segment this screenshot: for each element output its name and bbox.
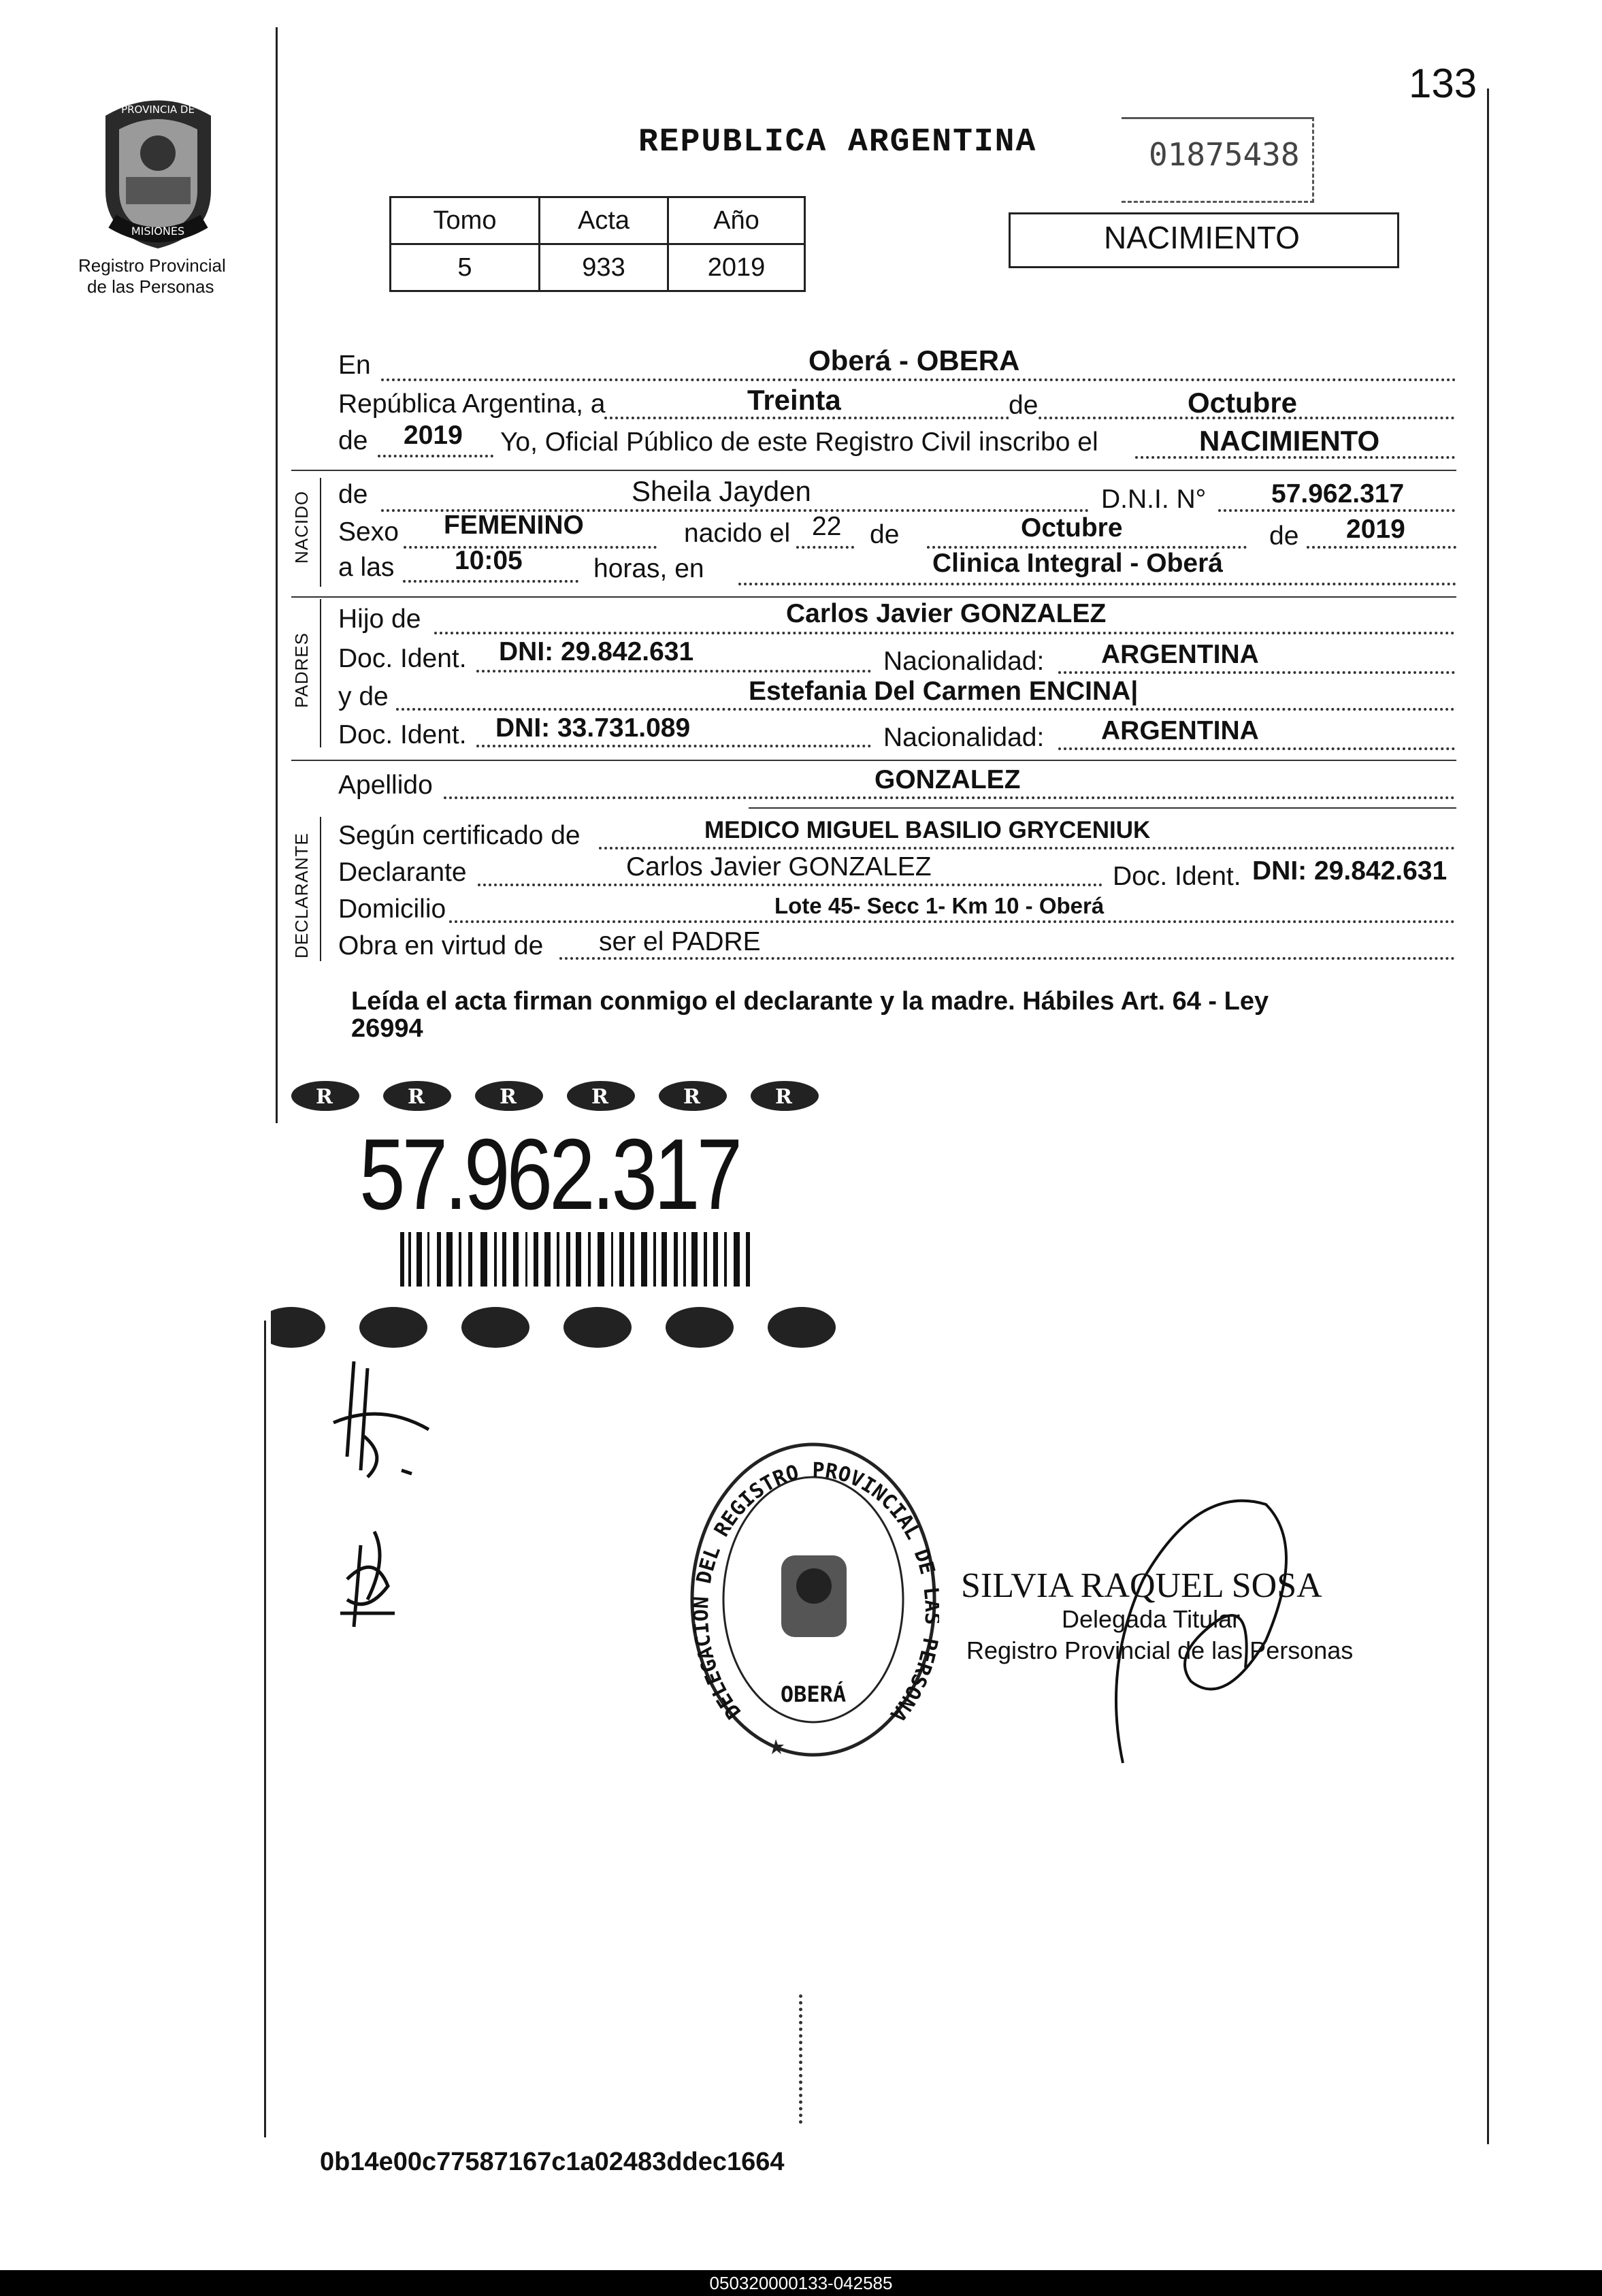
- apellido-value: GONZALEZ: [874, 765, 1021, 794]
- crest-icon: [85, 88, 231, 252]
- declarant-signature: [327, 1355, 463, 1640]
- left-margin-line-lower: [264, 1321, 266, 2137]
- footer-bar: [0, 2270, 1602, 2296]
- obra-label: Obra en virtud de: [338, 931, 544, 960]
- official-title: Delegada Titular: [1062, 1605, 1241, 1633]
- closing-note-2: 26994: [351, 1014, 423, 1043]
- official-org: Registro Provincial de las Personas: [966, 1636, 1354, 1664]
- father-nat-label: Nacionalidad:: [883, 647, 1045, 676]
- child-name: Sheila Jayden: [632, 475, 811, 507]
- mother-nat-label: Nacionalidad:: [883, 723, 1045, 752]
- registry-label-2: de las Personas: [87, 276, 214, 297]
- month-value: Octubre: [1188, 387, 1298, 419]
- sexo-label: Sexo: [338, 517, 399, 547]
- cert-value: MEDICO MIGUEL BASILIO GRYCENIUK: [704, 817, 1151, 843]
- mother-doc-label: Doc. Ident.: [338, 720, 467, 749]
- province-crest: [85, 88, 231, 252]
- birth-year: 2019: [1346, 515, 1405, 544]
- nacido-de3-label: de: [1269, 521, 1299, 551]
- signature-icon: [327, 1355, 463, 1640]
- father-doc-label: Doc. Ident.: [338, 644, 467, 673]
- nacido-de2-label: de: [870, 520, 900, 549]
- mother-name: Estefania Del Carmen ENCINA|: [749, 677, 1139, 706]
- svg-text:R: R: [500, 1085, 517, 1109]
- serial-number: 01875438: [1149, 136, 1300, 173]
- domicilio-label: Domicilio: [338, 894, 446, 924]
- svg-text:R: R: [591, 1085, 608, 1109]
- footer-code: 050320000133-042585: [709, 2273, 893, 2293]
- hijo-label: Hijo de: [338, 604, 421, 634]
- de-label: de: [1009, 391, 1039, 420]
- alas-label: a las: [338, 553, 395, 582]
- section-nacido: NACIDO: [291, 490, 312, 564]
- stamp-icon: [687, 1440, 939, 1760]
- declarante-doc: DNI: 29.842.631: [1252, 856, 1448, 886]
- document-hash: 0b14e00c77587167c1a02483ddec1664: [320, 2148, 785, 2176]
- declarante-doc-label: Doc. Ident.: [1113, 862, 1241, 891]
- registry-label-1: Registro Provincial: [78, 255, 226, 276]
- official-signature: [1021, 1464, 1320, 1777]
- table-header-ano: Año: [668, 197, 805, 244]
- en-label: En: [338, 351, 371, 380]
- svg-text:R: R: [775, 1085, 792, 1109]
- obra-value: ser el PADRE: [599, 927, 761, 956]
- nacido-el-label: nacido el: [684, 519, 791, 548]
- mother-doc: DNI: 33.731.089: [495, 713, 691, 743]
- table-value-acta: 933: [540, 244, 668, 291]
- doc-type: NACIMIENTO: [1104, 220, 1300, 255]
- signature-scribble-icon: [1021, 1464, 1320, 1777]
- closing-note-1: Leída el acta firman conmigo el declarante y la madre. Hábiles Art. 64 - Ley: [351, 987, 1269, 1016]
- father-doc: DNI: 29.842.631: [499, 637, 694, 666]
- day-value: Treinta: [747, 384, 841, 416]
- republica-label: República Argentina, a: [338, 389, 606, 419]
- act-type: NACIMIENTO: [1199, 425, 1380, 457]
- table-header-acta: Acta: [540, 197, 668, 244]
- sexo-value: FEMENINO: [444, 511, 584, 540]
- table-header-tomo: Tomo: [391, 197, 540, 244]
- birth-time: 10:05: [455, 546, 523, 575]
- nacido-de-label: de: [338, 480, 368, 509]
- stamp-city: OBERÁ: [780, 1681, 847, 1707]
- acta-table: [389, 196, 806, 292]
- official-stamp: [687, 1440, 939, 1760]
- declarante-name: Carlos Javier GONZALEZ: [626, 852, 932, 882]
- horas-label: horas, en: [593, 554, 704, 583]
- svg-text:R: R: [316, 1085, 333, 1109]
- section-padres: PADRES: [291, 632, 312, 708]
- page-number: 133: [1409, 61, 1477, 106]
- table-value-tomo: 5: [391, 244, 540, 291]
- svg-text:R: R: [683, 1085, 700, 1109]
- mother-nat: ARGENTINA: [1101, 716, 1259, 745]
- svg-text:MISIONES: MISIONES: [131, 225, 185, 238]
- sticker-number: 57.962.317: [359, 1118, 740, 1231]
- domicilio-value: Lote 45- Secc 1- Km 10 - Oberá: [774, 893, 1105, 918]
- svg-text:R: R: [408, 1085, 425, 1109]
- dni-label: D.N.I. N°: [1101, 485, 1207, 514]
- birth-place: Clinica Integral - Oberá: [932, 549, 1223, 578]
- child-dni: 57.962.317: [1271, 479, 1405, 508]
- father-name: Carlos Javier GONZALEZ: [786, 599, 1107, 628]
- de2-label: de: [338, 426, 368, 455]
- section-declarante: DECLARANTE: [291, 832, 312, 958]
- father-nat: ARGENTINA: [1101, 640, 1259, 669]
- left-margin-line: [276, 27, 278, 1123]
- yde-label: y de: [338, 682, 389, 711]
- birth-month: Octubre: [1021, 513, 1123, 543]
- table-value-ano: 2019: [668, 244, 805, 291]
- place-value: Oberá - OBERA: [808, 344, 1020, 376]
- stamp-ring-text: DELEGACION DEL REGISTRO PROVINCIAL DE ERSONA: [689, 1458, 939, 1726]
- republic-title: REPUBLICA ARGENTINA: [638, 124, 1037, 161]
- right-margin-line: [1487, 88, 1489, 2144]
- declarante-label: Declarante: [338, 858, 467, 887]
- apellido-label: Apellido: [338, 771, 433, 800]
- cert-label: Según certificado de: [338, 821, 581, 850]
- year-value: 2019: [404, 421, 463, 450]
- dotted-marks: [799, 1994, 806, 2124]
- svg-text:PROVINCIA DE: PROVINCIA DE: [121, 103, 195, 116]
- official-text: Yo, Oficial Público de este Registro Civil inscribo el: [500, 427, 1098, 457]
- official-name: SILVIA RAQUEL SOSA: [961, 1566, 1322, 1605]
- birth-day: 22: [812, 512, 842, 541]
